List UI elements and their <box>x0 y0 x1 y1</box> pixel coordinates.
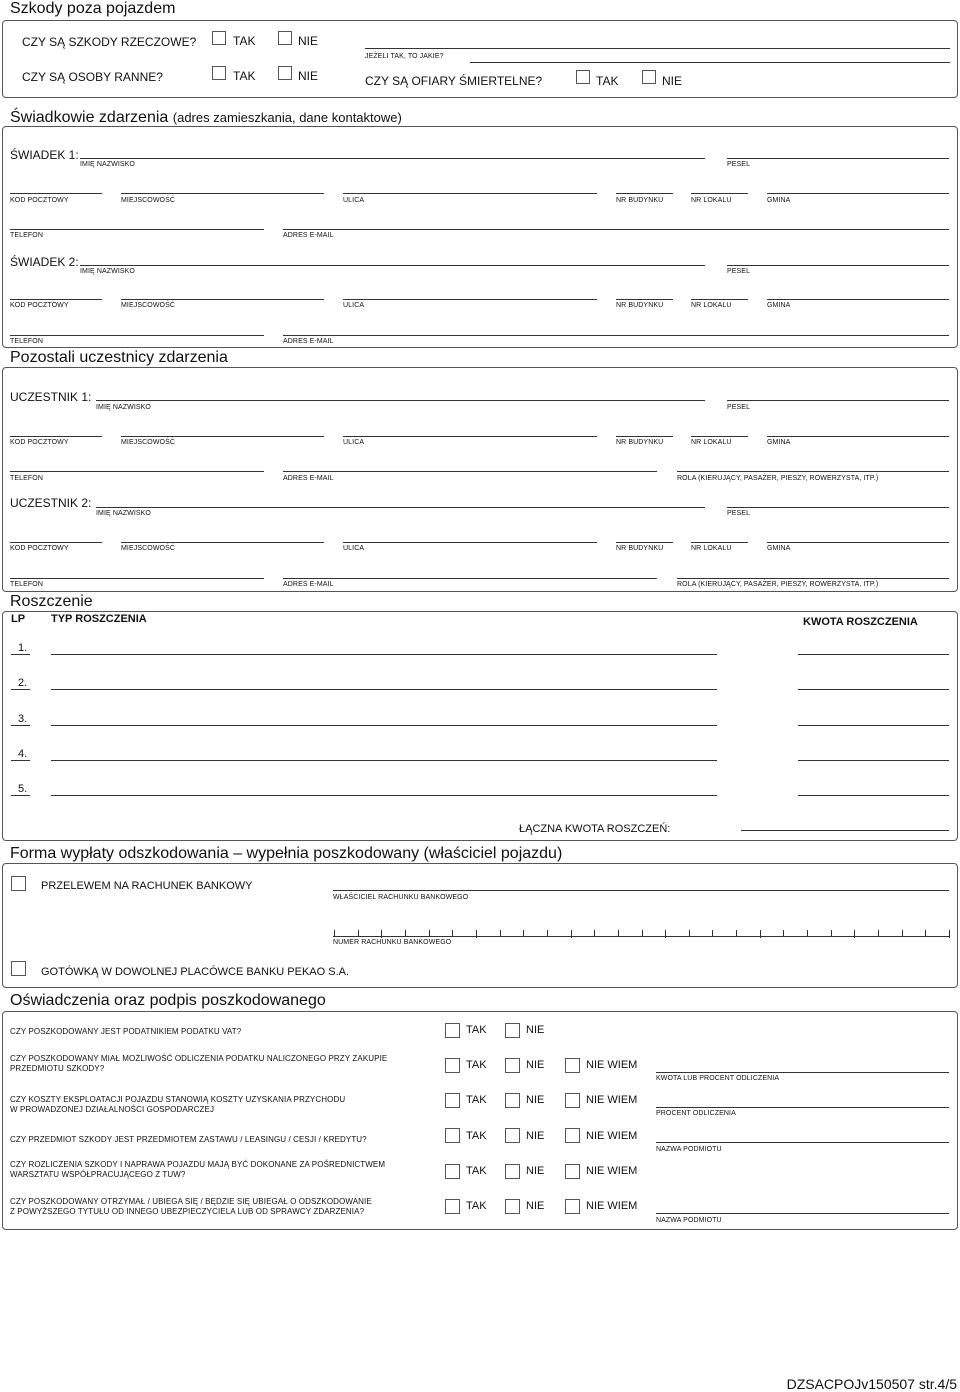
label-bank-transfer: PRZELEWEM NA RACHUNEK BANKOWY <box>41 880 253 892</box>
label-building: NR BUDYNKU <box>616 302 664 309</box>
col-header-amount: KWOTA ROSZCZENIA <box>803 616 918 628</box>
entity-name-field-1[interactable] <box>656 1142 949 1143</box>
account-digit-tick <box>618 930 619 936</box>
checkbox-q1-no[interactable] <box>505 1023 520 1038</box>
account-digit-tick <box>523 930 524 936</box>
witness-1-pesel-field[interactable] <box>727 158 949 159</box>
label-entity-name: NAZWA PODMIOTU <box>656 1146 722 1153</box>
label-no: NIE <box>526 1094 545 1106</box>
label-dont-know: NIE WIEM <box>586 1130 638 1142</box>
label-commune: GMINA <box>767 197 791 204</box>
label-pesel: PESEL <box>727 268 751 275</box>
question-property-damage: CZY SĄ SZKODY RZECZOWE? <box>22 35 197 49</box>
witness-2-apartment-field[interactable] <box>691 299 748 300</box>
witness-2-name-field[interactable] <box>80 265 705 266</box>
label-building: NR BUDYNKU <box>616 197 664 204</box>
witnesses-title: Świadkowie zdarzenia <box>10 109 169 126</box>
account-digit-tick <box>452 930 453 936</box>
account-digit-tick <box>878 930 879 936</box>
participant-1-postcode-field[interactable] <box>10 436 102 437</box>
label-no: NIE <box>526 1059 545 1071</box>
participant-1-name-field[interactable] <box>96 400 705 401</box>
checkbox-q4-yes[interactable] <box>445 1128 460 1143</box>
question-partner-workshop-line2: WARSZTATU WSPÓŁPRACUJĄCEGO Z TUW? <box>10 1170 186 1179</box>
label-city: MIEJSCOWOŚĆ <box>121 197 175 204</box>
question-other-insurer-line2: Z POWYŻSZEGO TYTUŁU OD INNEGO UBEZPIECZYCIELA LUB OD SPRAWCY ZDARZENIA? <box>10 1207 365 1216</box>
account-digit-tick <box>594 930 595 936</box>
row-5-type-field[interactable] <box>51 795 717 796</box>
row-4-amount-field[interactable] <box>798 760 949 761</box>
label-yes: TAK <box>466 1165 487 1177</box>
row-2-amount-field[interactable] <box>798 689 949 690</box>
row-2-number-line <box>11 689 30 690</box>
row-number: 2. <box>18 677 28 689</box>
checkbox-cash[interactable] <box>11 961 26 976</box>
section-title-payment: Forma wypłaty odszkodowania – wypełnia poszkodowany (właściciel pojazdu) <box>10 845 563 862</box>
account-digit-tick <box>405 930 406 936</box>
account-digit-tick <box>760 930 761 938</box>
account-digit-tick <box>571 930 572 938</box>
row-number: 5. <box>18 783 28 795</box>
label-city: MIEJSCOWOŚĆ <box>121 302 175 309</box>
question-operating-costs <box>10 1095 345 1115</box>
row-number: 3. <box>18 713 28 725</box>
col-header-type: TYP ROSZCZENIA <box>51 613 147 625</box>
label-email: ADRES E-MAIL <box>283 232 334 239</box>
account-digit-tick <box>902 930 903 936</box>
label-city: MIEJSCOWOŚĆ <box>121 439 175 446</box>
label-if-yes: JEŻELI TAK, TO JAKIE? <box>365 53 444 60</box>
checkbox-property-yes[interactable] <box>212 31 226 45</box>
if-yes-line-top[interactable] <box>365 48 950 49</box>
label-name: IMIĘ NAZWISKO <box>80 161 135 168</box>
question-operating-costs-line2: W PROWADZONEJ DZIAŁALNOŚCI GOSPODARCZEJ <box>10 1105 215 1114</box>
label-no: NIE <box>298 34 319 48</box>
account-digit-tick <box>949 930 950 938</box>
question-vat-deduction-line1: CZY POSZKODOWANY MIAŁ MOŻLIWOŚĆ ODLICZENIA PODATKU NALICZONEGO PRZY ZAKUPIE <box>10 1054 388 1063</box>
account-digit-tick <box>925 930 926 936</box>
label-dont-know: NIE WIEM <box>586 1059 638 1071</box>
question-operating-costs-line1: CZY KOSZTY EKSPLOATACJI POJAZDU STANOWIĄ KOSZTY UZYSKANIA PRZYCHODU <box>10 1095 346 1104</box>
participant-2-phone-field[interactable] <box>10 578 264 579</box>
label-street: ULICA <box>343 439 365 446</box>
label-yes: TAK <box>596 74 619 88</box>
label-role: ROLA (KIERUJĄCY, PASAŻER, PIESZY, ROWERZYSTA, ITP.) <box>677 475 879 482</box>
label-phone: TELEFON <box>10 232 43 239</box>
row-3-number-line <box>11 725 30 726</box>
row-number: 4. <box>18 748 28 760</box>
witness-1-phone-field[interactable] <box>10 229 264 230</box>
label-name: IMIĘ NAZWISKO <box>96 510 151 517</box>
checkbox-q5-yes[interactable] <box>445 1164 460 1179</box>
checkbox-q6-dont-know[interactable] <box>565 1199 580 1214</box>
label-yes: TAK <box>466 1130 487 1142</box>
participant-2-email-field[interactable] <box>283 578 657 579</box>
label-pesel: PESEL <box>727 404 751 411</box>
label-dont-know: NIE WIEM <box>586 1200 638 1212</box>
checkbox-q4-dont-know[interactable] <box>565 1128 580 1143</box>
label-city: MIEJSCOWOŚĆ <box>121 545 175 552</box>
question-other-insurer <box>10 1197 372 1217</box>
witness-2-phone-field[interactable] <box>10 335 264 336</box>
label-deduction-percent: PROCENT ODLICZENIA <box>656 1110 736 1117</box>
label-no: NIE <box>526 1130 545 1142</box>
checkbox-q2-dont-know[interactable] <box>565 1058 580 1073</box>
label-name: IMIĘ NAZWISKO <box>80 268 135 275</box>
account-digit-tick <box>500 930 501 936</box>
participant-2-label: UCZESTNIK 2: <box>10 496 92 510</box>
question-injured: CZY SĄ OSOBY RANNE? <box>22 70 163 84</box>
label-phone: TELEFON <box>10 338 43 345</box>
checkbox-q5-dont-know[interactable] <box>565 1164 580 1179</box>
label-deduction-amount: KWOTA LUB PROCENT ODLICZENIA <box>656 1075 780 1082</box>
label-yes: TAK <box>466 1024 487 1036</box>
participant-1-role-field[interactable] <box>677 471 949 472</box>
row-3-amount-field[interactable] <box>798 725 949 726</box>
col-header-lp: LP <box>11 613 26 625</box>
checkbox-q3-dont-know[interactable] <box>565 1093 580 1108</box>
label-name: IMIĘ NAZWISKO <box>96 404 151 411</box>
label-email: ADRES E-MAIL <box>283 338 334 345</box>
label-phone: TELEFON <box>10 475 43 482</box>
checkbox-bank-transfer[interactable] <box>11 876 26 891</box>
question-partner-workshop-line1: CZY ROZLICZENIA SZKODY I NAPRAWA POJAZDU MAJĄ BYĆ DOKONANE ZA POŚREDNICTWEM <box>10 1160 386 1169</box>
participant-2-pesel-field[interactable] <box>727 507 949 508</box>
label-dont-know: NIE WIEM <box>586 1165 638 1177</box>
total-claim-field[interactable] <box>741 830 949 831</box>
witness-2-label: ŚWIADEK 2: <box>10 255 79 269</box>
participant-2-apartment-field[interactable] <box>691 542 748 543</box>
account-owner-field[interactable] <box>333 890 949 891</box>
row-1-amount-field[interactable] <box>798 654 949 655</box>
checkbox-q4-no[interactable] <box>505 1128 520 1143</box>
account-digit-tick <box>736 930 737 936</box>
label-no: NIE <box>526 1165 545 1177</box>
checkbox-fatal-no[interactable] <box>642 70 656 84</box>
participant-1-building-field[interactable] <box>616 436 673 437</box>
witness-1-building-field[interactable] <box>616 193 673 194</box>
label-phone: TELEFON <box>10 581 43 588</box>
label-yes: TAK <box>466 1094 487 1106</box>
account-digit-tick <box>358 930 359 936</box>
witness-1-postcode-field[interactable] <box>10 193 102 194</box>
witness-2-pesel-field[interactable] <box>727 265 949 266</box>
row-1-number-line <box>11 654 30 655</box>
label-postcode: KOD POCZTOWY <box>10 302 69 309</box>
account-digit-tick <box>429 930 430 936</box>
label-yes: TAK <box>466 1200 487 1212</box>
label-yes: TAK <box>233 69 256 83</box>
label-street: ULICA <box>343 302 365 309</box>
question-fatalities: CZY SĄ OFIARY ŚMIERTELNE? <box>365 74 543 88</box>
label-dont-know: NIE WIEM <box>586 1094 638 1106</box>
label-entity-name: NAZWA PODMIOTU <box>656 1217 722 1224</box>
witness-2-commune-field[interactable] <box>767 299 949 300</box>
label-account-number: NUMER RACHUNKU BANKOWEGO <box>333 939 452 946</box>
page-footer: DZSACPOJv150507 str.4/5 <box>786 1376 957 1392</box>
label-cash: GOTÓWKĄ W DOWOLNEJ PLACÓWCE BANKU PEKAO S.A. <box>41 966 350 978</box>
label-account-owner: WŁAŚCICIEL RACHUNKU BANKOWEGO <box>333 894 469 901</box>
question-vat-payer: CZY POSZKODOWANY JEST PODATNIKIEM PODATKU VAT? <box>10 1027 242 1036</box>
witnesses-subtitle: (adres zamieszkania, dane kontaktowe) <box>172 110 402 125</box>
label-apartment: NR LOKALU <box>691 545 732 552</box>
account-digit-tick <box>642 930 643 936</box>
label-building: NR BUDYNKU <box>616 439 664 446</box>
witness-1-email-field[interactable] <box>283 229 949 230</box>
witness-2-city-field[interactable] <box>121 299 324 300</box>
section-title-witnesses <box>10 109 402 127</box>
participant-1-commune-field[interactable] <box>767 436 949 437</box>
label-email: ADRES E-MAIL <box>283 581 334 588</box>
participant-2-city-field[interactable] <box>121 542 324 543</box>
witness-2-email-field[interactable] <box>283 335 949 336</box>
section-title-damages: Szkody poza pojazdem <box>10 0 176 17</box>
participant-1-street-field[interactable] <box>343 436 597 437</box>
row-number: 1. <box>18 642 28 654</box>
witness-1-label: ŚWIADEK 1: <box>10 148 79 162</box>
deduction-percent-field[interactable] <box>656 1107 949 1108</box>
checkbox-q3-yes[interactable] <box>445 1093 460 1108</box>
account-digit-tick <box>547 930 548 936</box>
row-3-type-field[interactable] <box>51 725 717 726</box>
row-4-type-field[interactable] <box>51 760 717 761</box>
witness-2-street-field[interactable] <box>343 299 597 300</box>
label-apartment: NR LOKALU <box>691 197 732 204</box>
row-2-type-field[interactable] <box>51 689 717 690</box>
checkbox-q6-no[interactable] <box>505 1199 520 1214</box>
label-pesel: PESEL <box>727 510 751 517</box>
participant-1-pesel-field[interactable] <box>727 400 949 401</box>
label-no: NIE <box>662 74 683 88</box>
if-yes-line[interactable] <box>470 62 950 63</box>
question-lease-pledge: CZY PRZEDMIOT SZKODY JEST PRZEDMIOTEM ZASTAWU / LEASINGU / CESJI / KREDYTU? <box>10 1135 367 1144</box>
witness-2-postcode-field[interactable] <box>10 299 102 300</box>
label-commune: GMINA <box>767 545 791 552</box>
label-no: NIE <box>298 69 319 83</box>
account-digit-tick <box>712 930 713 936</box>
label-yes: TAK <box>233 34 256 48</box>
label-street: ULICA <box>343 197 365 204</box>
checkbox-injured-no[interactable] <box>278 66 292 80</box>
checkbox-q5-no[interactable] <box>505 1164 520 1179</box>
question-vat-deduction <box>10 1054 387 1074</box>
label-street: ULICA <box>343 545 365 552</box>
participant-1-apartment-field[interactable] <box>691 436 748 437</box>
participant-2-role-field[interactable] <box>677 578 949 579</box>
participant-1-city-field[interactable] <box>121 436 324 437</box>
question-vat-deduction-line2: PRZEDMIOTU SZKODY? <box>10 1064 105 1073</box>
checkbox-q6-yes[interactable] <box>445 1199 460 1214</box>
label-apartment: NR LOKALU <box>691 439 732 446</box>
participant-2-postcode-field[interactable] <box>10 542 102 543</box>
checkbox-q3-no[interactable] <box>505 1093 520 1108</box>
witness-2-building-field[interactable] <box>616 299 673 300</box>
witness-1-commune-field[interactable] <box>767 193 949 194</box>
label-postcode: KOD POCZTOWY <box>10 545 69 552</box>
checkbox-q1-yes[interactable] <box>445 1023 460 1038</box>
checkbox-injured-yes[interactable] <box>212 66 226 80</box>
section-title-claim: Roszczenie <box>10 593 93 610</box>
participant-2-street-field[interactable] <box>343 542 597 543</box>
account-digit-tick <box>807 930 808 936</box>
witnesses-panel <box>2 126 958 348</box>
participant-1-label: UCZESTNIK 1: <box>10 390 92 404</box>
label-postcode: KOD POCZTOWY <box>10 439 69 446</box>
checkbox-q2-yes[interactable] <box>445 1058 460 1073</box>
section-title-participants: Pozostali uczestnicy zdarzenia <box>10 349 228 366</box>
checkbox-property-no[interactable] <box>278 31 292 45</box>
account-digit-tick <box>854 930 855 938</box>
label-building: NR BUDYNKU <box>616 545 664 552</box>
account-number-field[interactable] <box>333 936 949 937</box>
label-commune: GMINA <box>767 439 791 446</box>
entity-name-field-2[interactable] <box>656 1213 949 1214</box>
row-4-number-line <box>11 760 30 761</box>
checkbox-q2-no[interactable] <box>505 1058 520 1073</box>
account-digit-tick <box>334 930 335 936</box>
label-commune: GMINA <box>767 302 791 309</box>
section-title-declarations: Oświadczenia oraz podpis poszkodowanego <box>10 992 326 1009</box>
participant-2-name-field[interactable] <box>96 507 705 508</box>
witness-1-name-field[interactable] <box>80 158 705 159</box>
deduction-amount-field[interactable] <box>656 1072 949 1073</box>
label-pesel: PESEL <box>727 161 751 168</box>
participant-2-commune-field[interactable] <box>767 542 949 543</box>
total-claim-label: ŁĄCZNA KWOTA ROSZCZEŃ: <box>519 823 671 835</box>
question-other-insurer-line1: CZY POSZKODOWANY OTRZYMAŁ / UBIEGA SIĘ / BĘDZIE SIĘ UBIEGAŁ O ODSZKODOWANIE <box>10 1197 372 1206</box>
row-1-type-field[interactable] <box>51 654 717 655</box>
label-postcode: KOD POCZTOWY <box>10 197 69 204</box>
account-digit-tick <box>476 930 477 938</box>
account-digit-tick <box>831 930 832 936</box>
account-digit-tick <box>665 930 666 938</box>
witness-1-city-field[interactable] <box>121 193 324 194</box>
label-role: ROLA (KIERUJĄCY, PASAŻER, PIESZY, ROWERZYSTA, ITP.) <box>677 581 879 588</box>
participant-1-phone-field[interactable] <box>10 471 264 472</box>
account-digit-tick <box>689 930 690 936</box>
label-no: NIE <box>526 1200 545 1212</box>
witness-1-apartment-field[interactable] <box>691 193 748 194</box>
question-partner-workshop <box>10 1160 385 1180</box>
row-5-amount-field[interactable] <box>798 795 949 796</box>
witness-1-street-field[interactable] <box>343 193 597 194</box>
checkbox-fatal-yes[interactable] <box>576 70 590 84</box>
account-digit-tick <box>381 930 382 938</box>
label-yes: TAK <box>466 1059 487 1071</box>
label-no: NIE <box>526 1024 545 1036</box>
participant-2-building-field[interactable] <box>616 542 673 543</box>
claim-panel <box>2 611 958 841</box>
label-apartment: NR LOKALU <box>691 302 732 309</box>
account-digit-tick <box>783 930 784 936</box>
label-email: ADRES E-MAIL <box>283 475 334 482</box>
row-5-number-line <box>11 795 30 796</box>
participant-1-email-field[interactable] <box>283 471 657 472</box>
